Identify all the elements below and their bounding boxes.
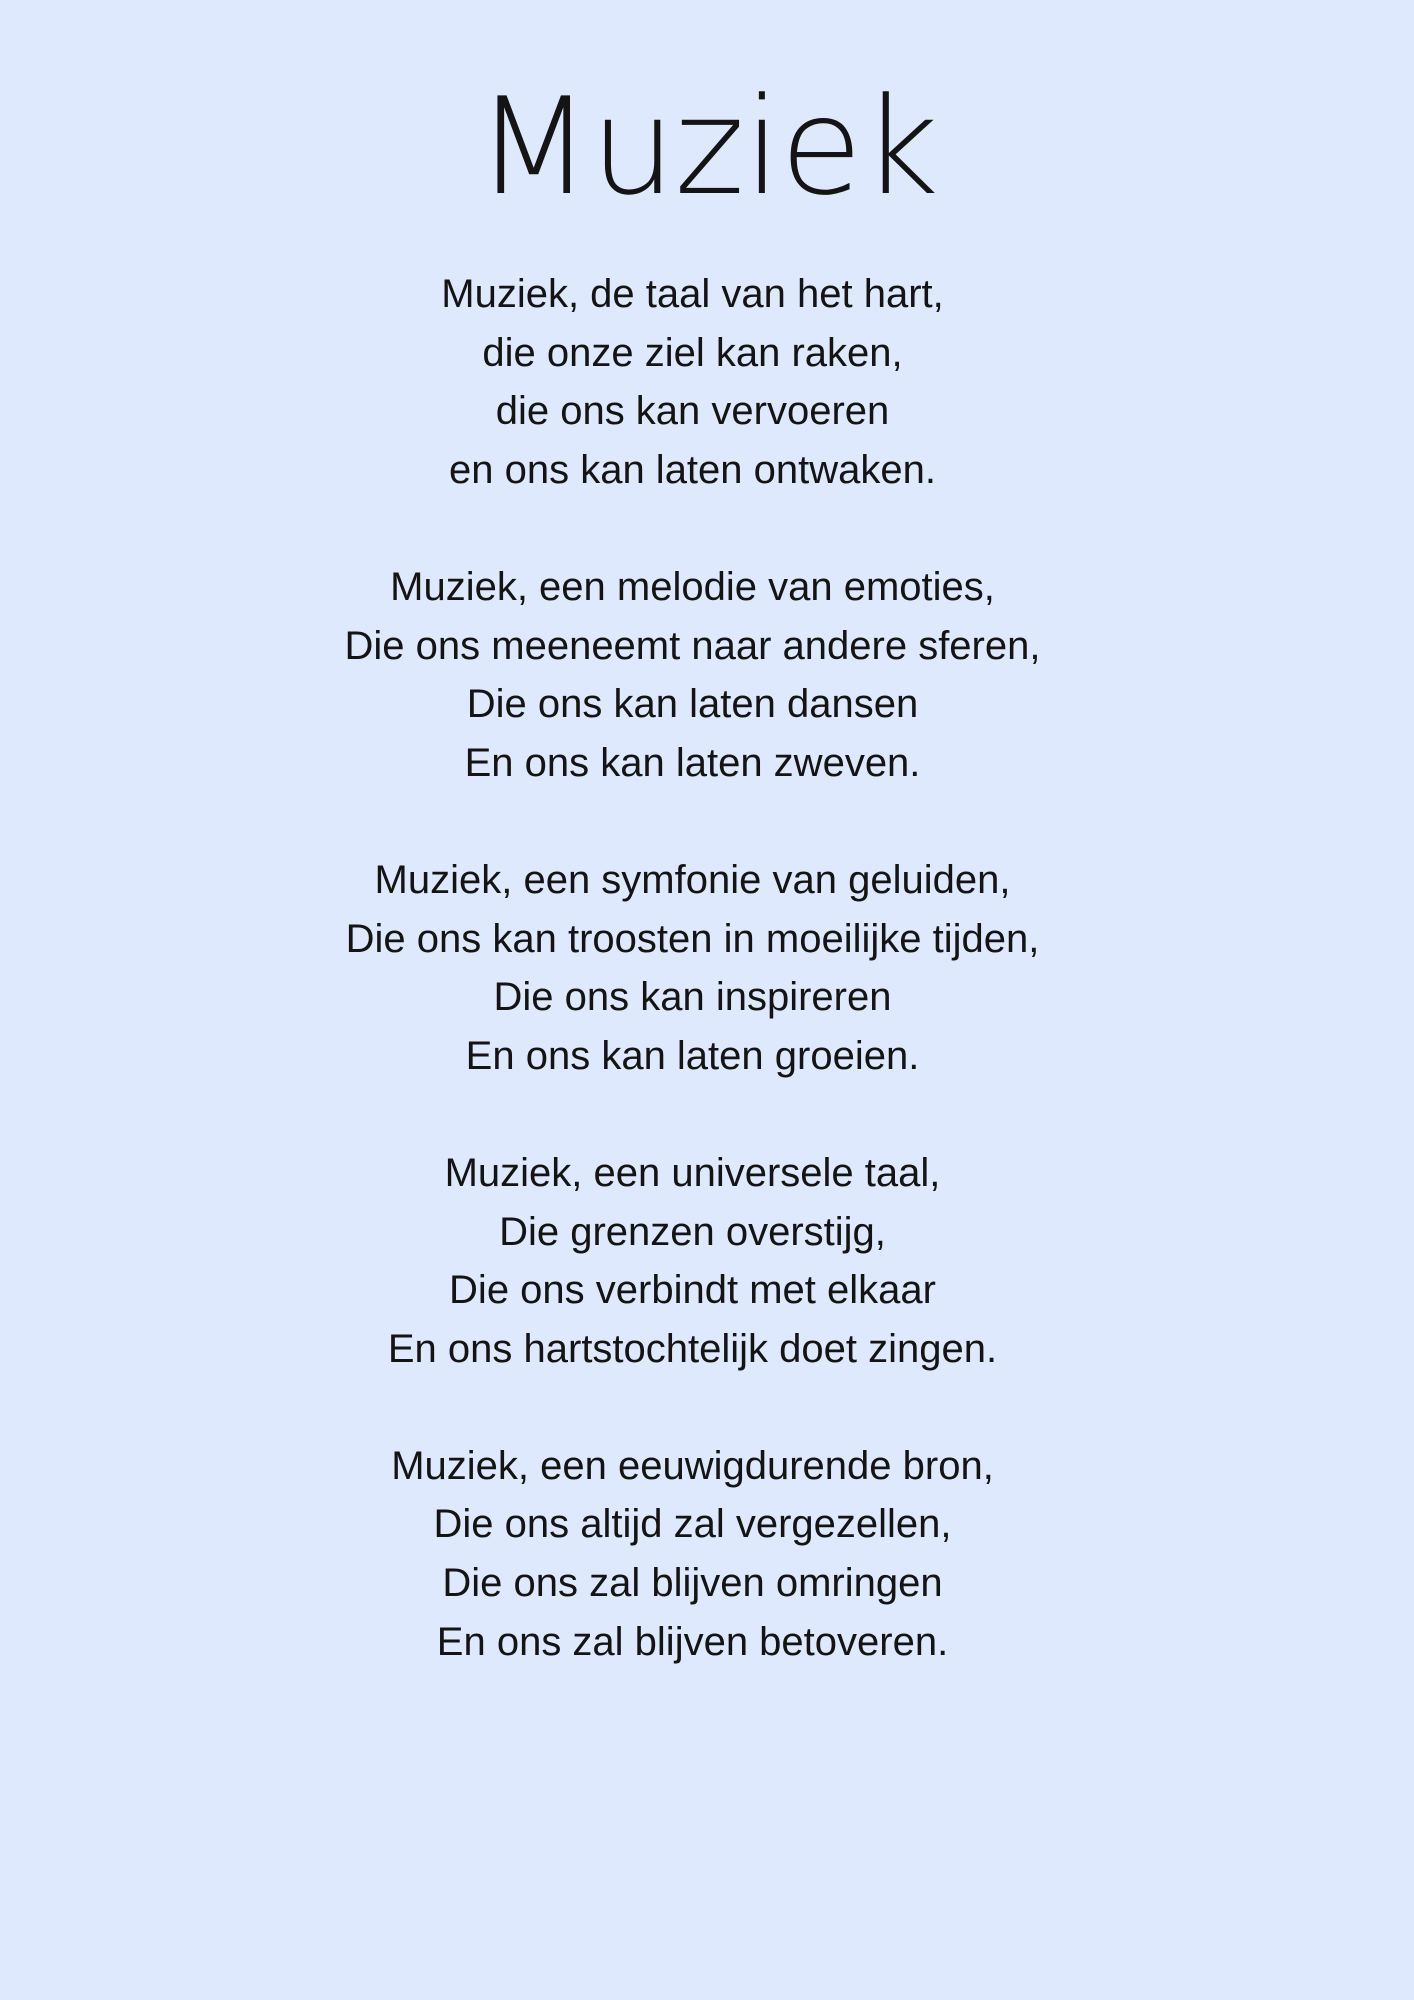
- poem-line: En ons hartstochtelijk doet zingen.: [387, 1326, 998, 1371]
- stanza-4: [0, 1144, 1385, 1378]
- poem-line: Die ons altijd zal vergezellen,: [433, 1502, 952, 1547]
- poem-line: Die ons kan inspireren: [493, 975, 892, 1020]
- poem-line: Die ons meeneemt naar andere sferen,: [344, 623, 1041, 668]
- poem-line: Muziek, een eeuwigdurende bron,: [391, 1443, 994, 1488]
- poem-line: Muziek, de taal van het hart,: [441, 272, 944, 316]
- poem-title: Muziek: [475, 69, 939, 225]
- poem-line: En ons zal blijven betoveren.: [436, 1619, 949, 1664]
- poem-line: Muziek, een universele taal,: [444, 1150, 941, 1195]
- poem-body: [0, 265, 1385, 1730]
- poem-line: Die grenzen overstijg,: [499, 1209, 886, 1254]
- poem-line: Muziek, een melodie van emoties,: [390, 564, 995, 609]
- poem-line: die onze ziel kan raken,: [482, 330, 903, 375]
- stanza-5: [0, 1437, 1385, 1671]
- stanza-2: [0, 558, 1385, 792]
- stanza-1: [0, 265, 1385, 499]
- poem-line: Die ons zal blijven omringen: [442, 1561, 943, 1606]
- poem-line: die ons kan vervoeren: [495, 389, 890, 434]
- poem-line: En ons kan laten zweven.: [464, 740, 921, 785]
- poem-line: Die ons kan troosten in moeilijke tijden,: [345, 916, 1040, 961]
- poem-line: Muziek, een symfonie van geluiden,: [374, 857, 1011, 902]
- poem-line: en ons kan laten ontwaken.: [448, 447, 936, 492]
- stanza-3: [0, 851, 1385, 1085]
- poem-line: Die ons kan laten dansen: [466, 682, 919, 727]
- poem-line: En ons kan laten groeien.: [465, 1033, 920, 1078]
- poem-line: Die ons verbindt met elkaar: [449, 1268, 936, 1313]
